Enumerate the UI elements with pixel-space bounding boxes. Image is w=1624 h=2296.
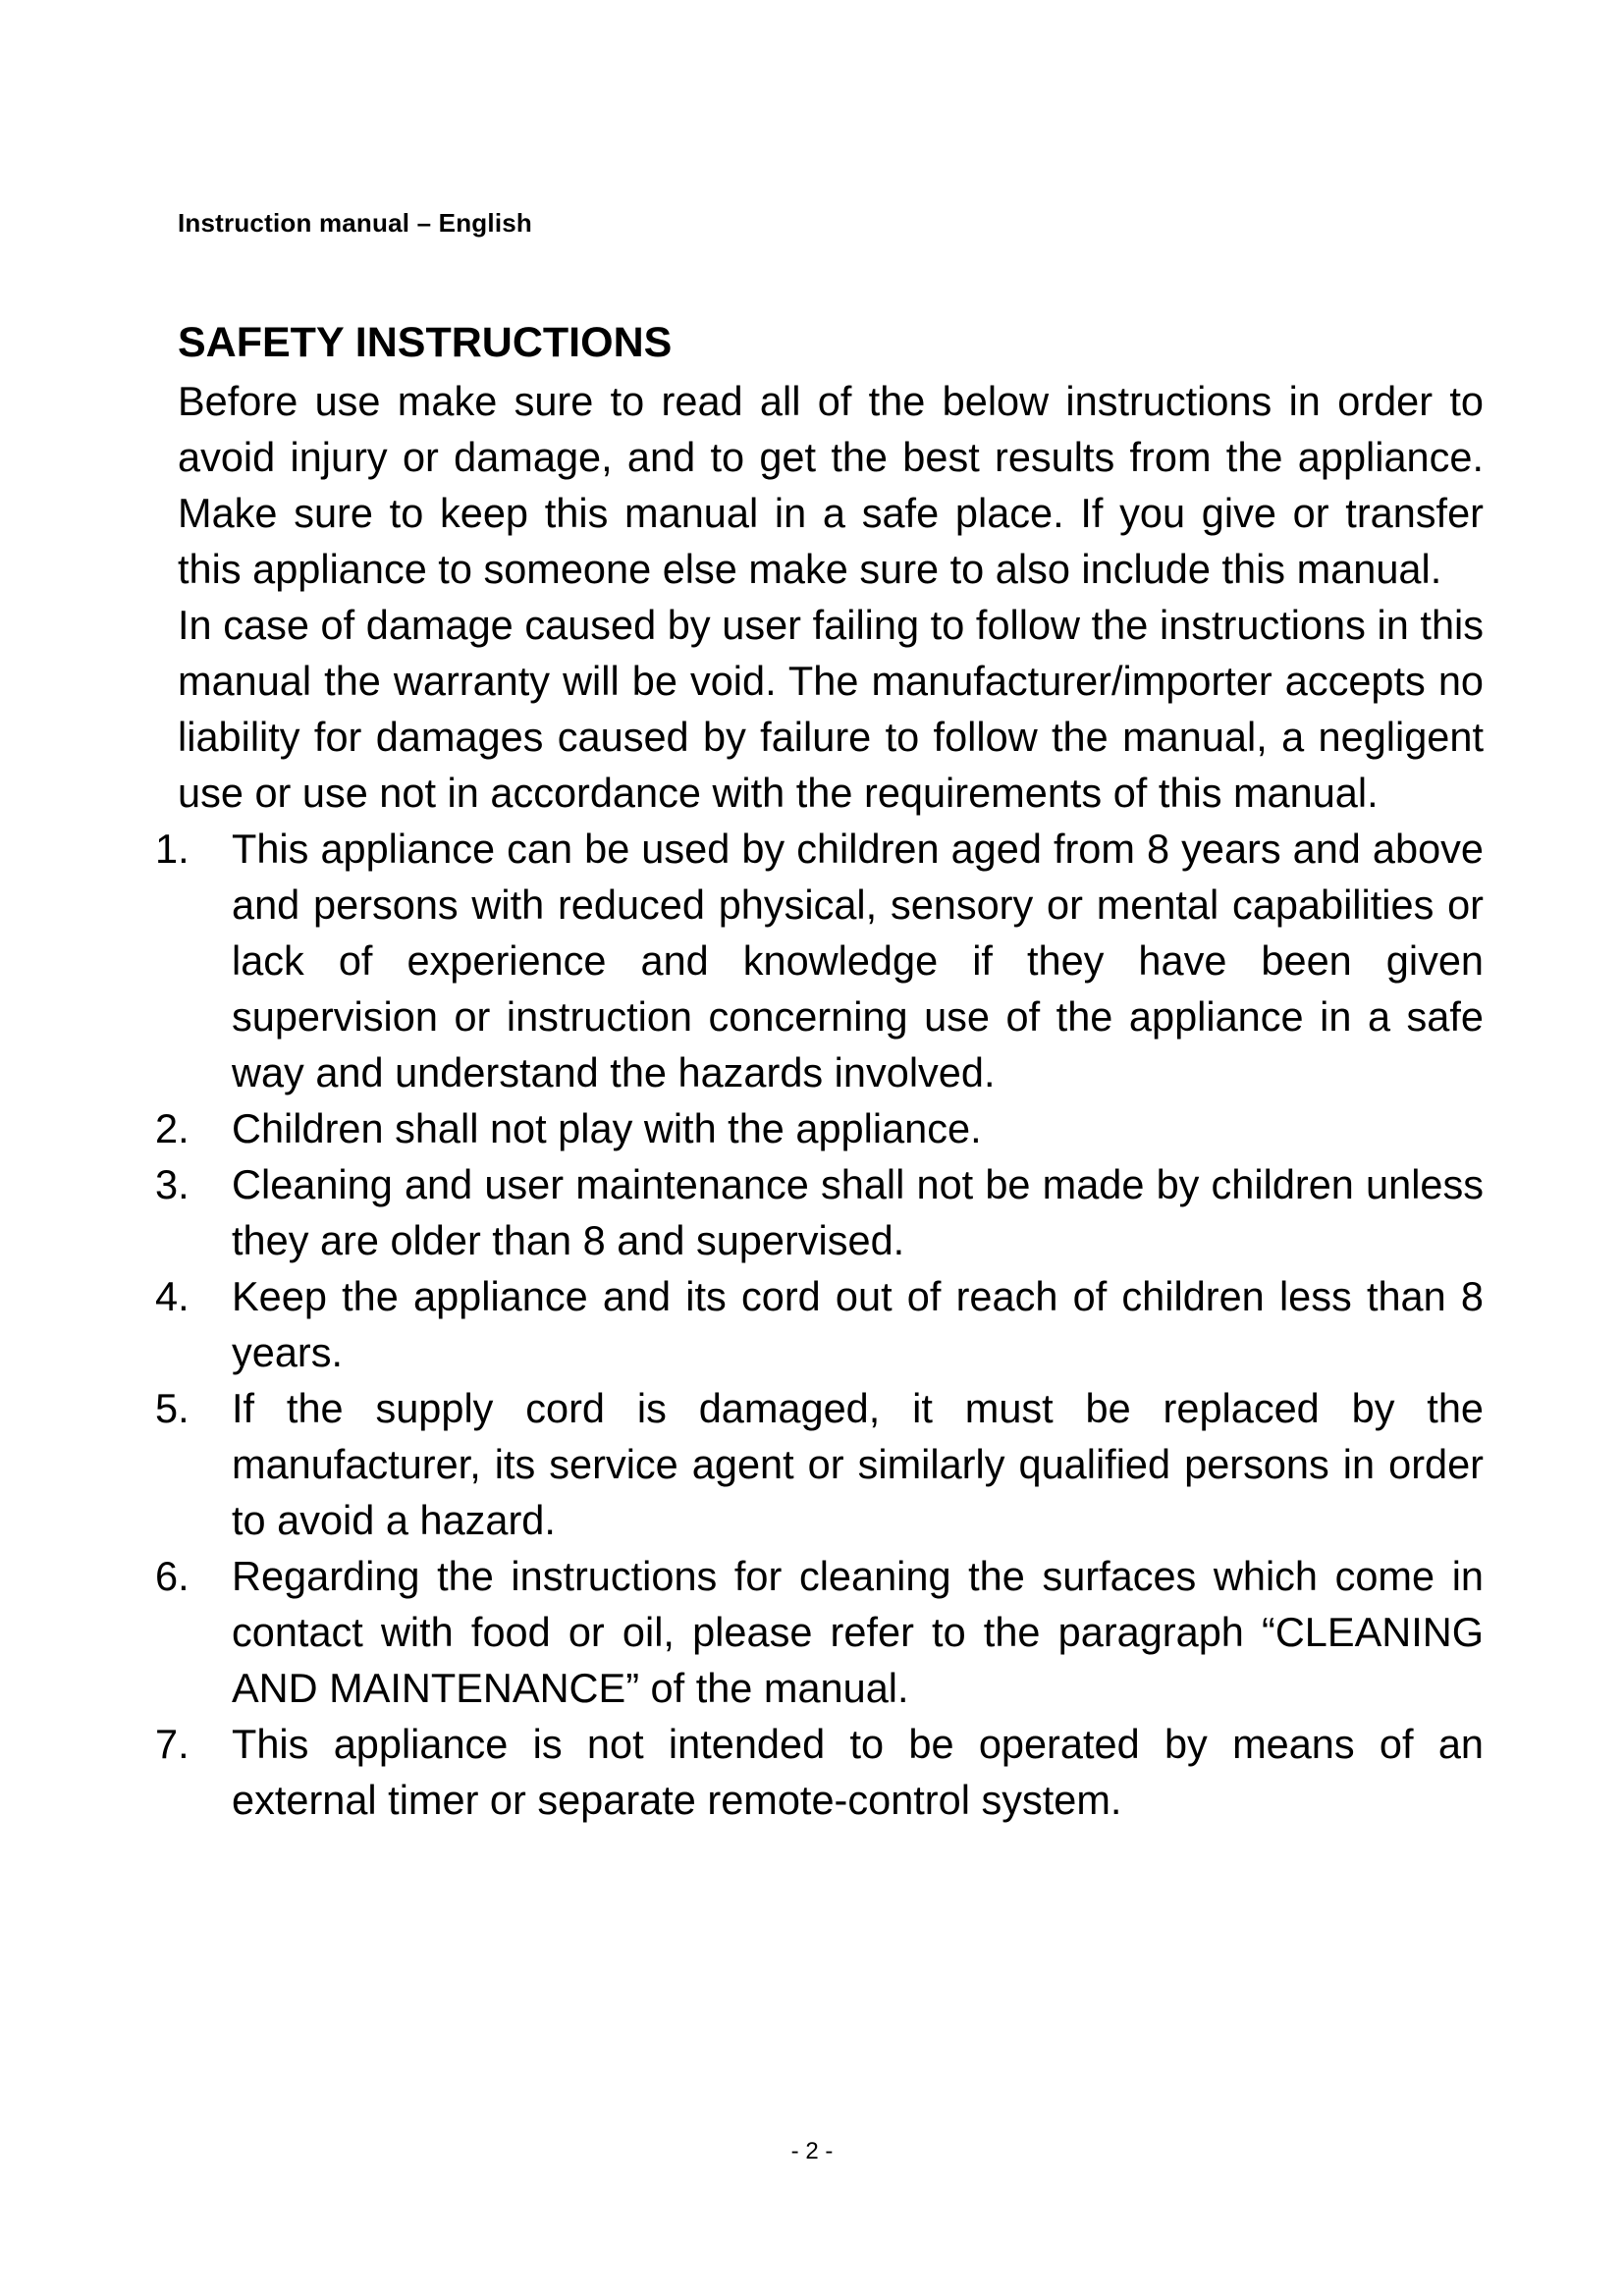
list-item — [155, 1268, 1484, 1380]
list-item-number: 3. — [155, 1161, 189, 1207]
list-item-number: 7. — [155, 1721, 189, 1767]
list-item — [155, 1716, 1484, 1828]
list-item-text: Cleaning and user maintenance shall not be made by children unless they are older than 8 and supervised. — [232, 1161, 1484, 1263]
list-item-number: 4. — [155, 1273, 189, 1319]
list-item-text: If the supply cord is damaged, it must be replaced by the manufacturer, its service agent or similarly qualified persons in order to avoid a hazard. — [232, 1385, 1484, 1543]
running-header: Instruction manual – English — [178, 208, 532, 238]
section-title: SAFETY INSTRUCTIONS — [178, 319, 673, 366]
list-item-text: Children shall not play with the appliance. — [232, 1105, 982, 1151]
list-item — [155, 1380, 1484, 1548]
list-item — [155, 1100, 1484, 1156]
list-item-number: 6. — [155, 1553, 189, 1599]
safety-section — [155, 312, 1484, 1828]
list-item — [155, 1156, 1484, 1268]
list-item-number: 2. — [155, 1105, 189, 1151]
list-item-text: Keep the appliance and its cord out of reach of children less than 8 years. — [232, 1273, 1484, 1375]
list-item — [155, 821, 1484, 1100]
list-item-number: 5. — [155, 1385, 189, 1431]
list-item-number: 1. — [155, 826, 189, 872]
list-item-text: This appliance can be used by children aged from 8 years and above and persons with reduced physical, sensory or mental capabilities or lack of experience and knowledge if they have been given supervision or instruction concerning use of the appliance in a safe way and understand the hazards involved. — [232, 826, 1484, 1095]
intro-paragraph: Before use make sure to read all of the below instructions in order to avoid injury or damage, and to get the best results from the appliance. Make sure to keep this manual in a safe place. If you give or transfer this appliance to someone else make sure to also include this manual. — [178, 378, 1484, 592]
list-item — [155, 1548, 1484, 1716]
safety-list — [155, 821, 1484, 1828]
list-item-text: This appliance is not intended to be operated by means of an external timer or separate remote-control system. — [232, 1721, 1484, 1823]
liability-paragraph: In case of damage caused by user failing to follow the instructions in this manual the warranty will be void. The manufacturer/importer accepts no liability for damages caused by failure to follow the manual, a negligent use or use not in accordance with the requirements of this manual. — [178, 602, 1484, 816]
list-item-text: Regarding the instructions for cleaning the surfaces which come in contact with food or oil, please refer to the paragraph “CLEANING AND MAINTENANCE” of the manual. — [232, 1553, 1484, 1711]
page-number: - 2 - — [790, 2138, 834, 2164]
